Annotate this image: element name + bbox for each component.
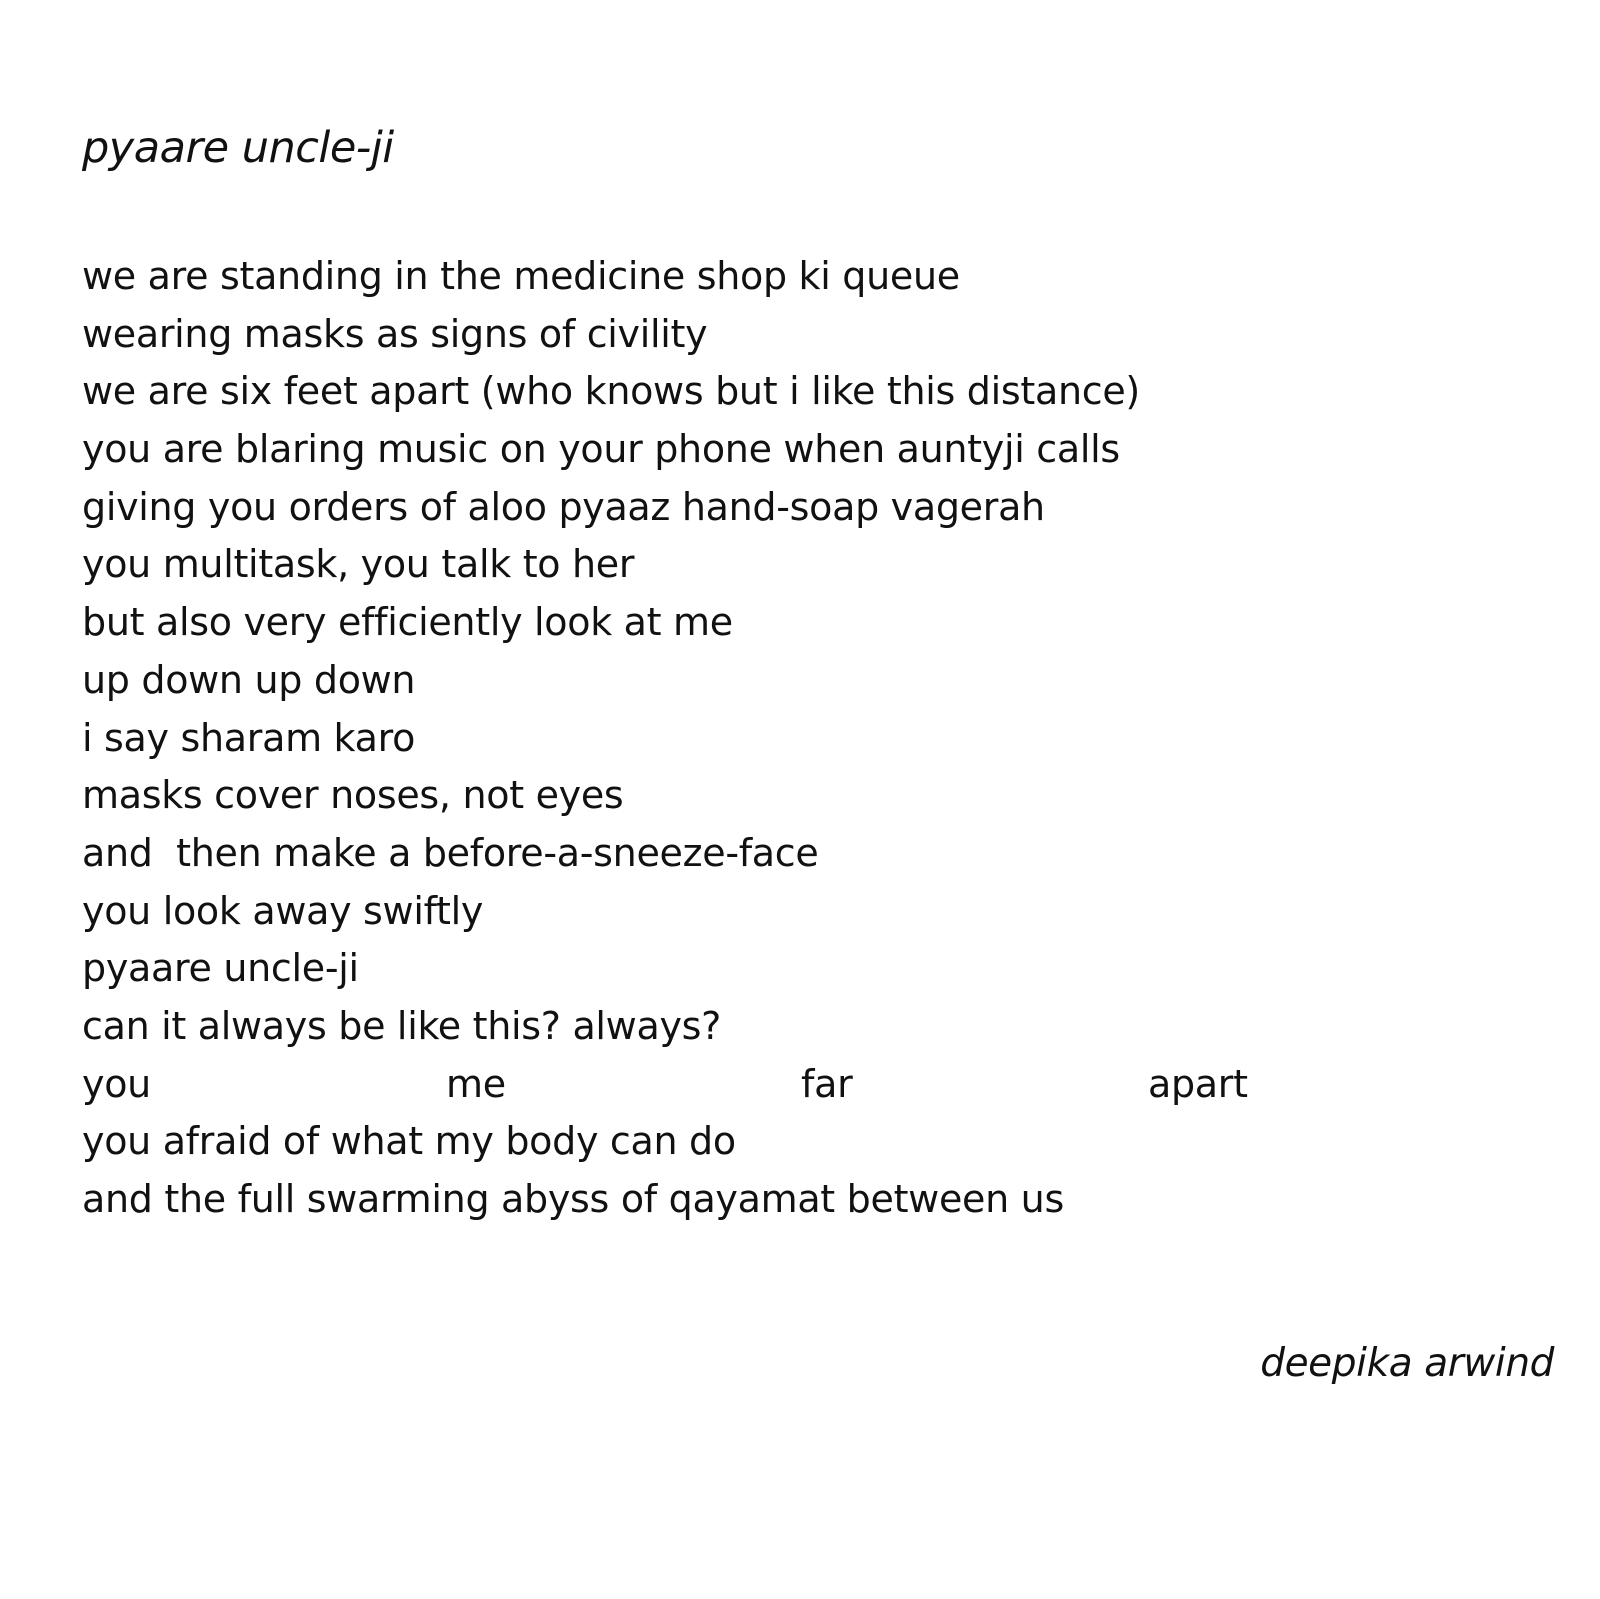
poem-line: but also very efficiently look at me xyxy=(82,600,733,645)
spaced-poem-line xyxy=(82,1056,1382,1114)
poem-line: up down up down xyxy=(82,657,416,702)
poem-line: and then make a before-a-sneeze-face xyxy=(82,830,819,875)
poem-line: we are six feet apart (who knows but i like this distance) xyxy=(82,369,1140,414)
spaced-word-apart: apart xyxy=(1148,1061,1248,1106)
poem-line: and the full swarming abyss of qayamat between us xyxy=(82,1177,1064,1221)
poem-line: you are blaring music on your phone when auntyji calls xyxy=(82,427,1120,472)
poem-line: you afraid of what my body can do xyxy=(82,1119,736,1164)
spaced-word-far: far xyxy=(801,1061,853,1106)
poem-title: pyaare uncle-ji xyxy=(82,123,394,173)
poem-line: you multitask, you talk to her xyxy=(82,542,635,587)
poem-line: giving you orders of aloo pyaaz hand-soap vagerah xyxy=(82,484,1045,529)
poem-line: you look away swiftly xyxy=(82,888,484,933)
poem-line: wearing masks as signs of civility xyxy=(82,311,708,356)
poem-line: we are standing in the medicine shop ki queue xyxy=(82,254,960,298)
spaced-word-you: you xyxy=(82,1061,151,1106)
spaced-word-me: me xyxy=(446,1061,506,1106)
poem-line: can it always be like this? always? xyxy=(82,1003,722,1048)
poem-body xyxy=(82,248,1382,1229)
poem-line: masks cover noses, not eyes xyxy=(82,773,624,818)
poem-line: i say sharam karo xyxy=(82,715,416,760)
poem-line: pyaare uncle-ji xyxy=(82,946,359,991)
poem-author: deepika arwind xyxy=(1260,1341,1554,1386)
